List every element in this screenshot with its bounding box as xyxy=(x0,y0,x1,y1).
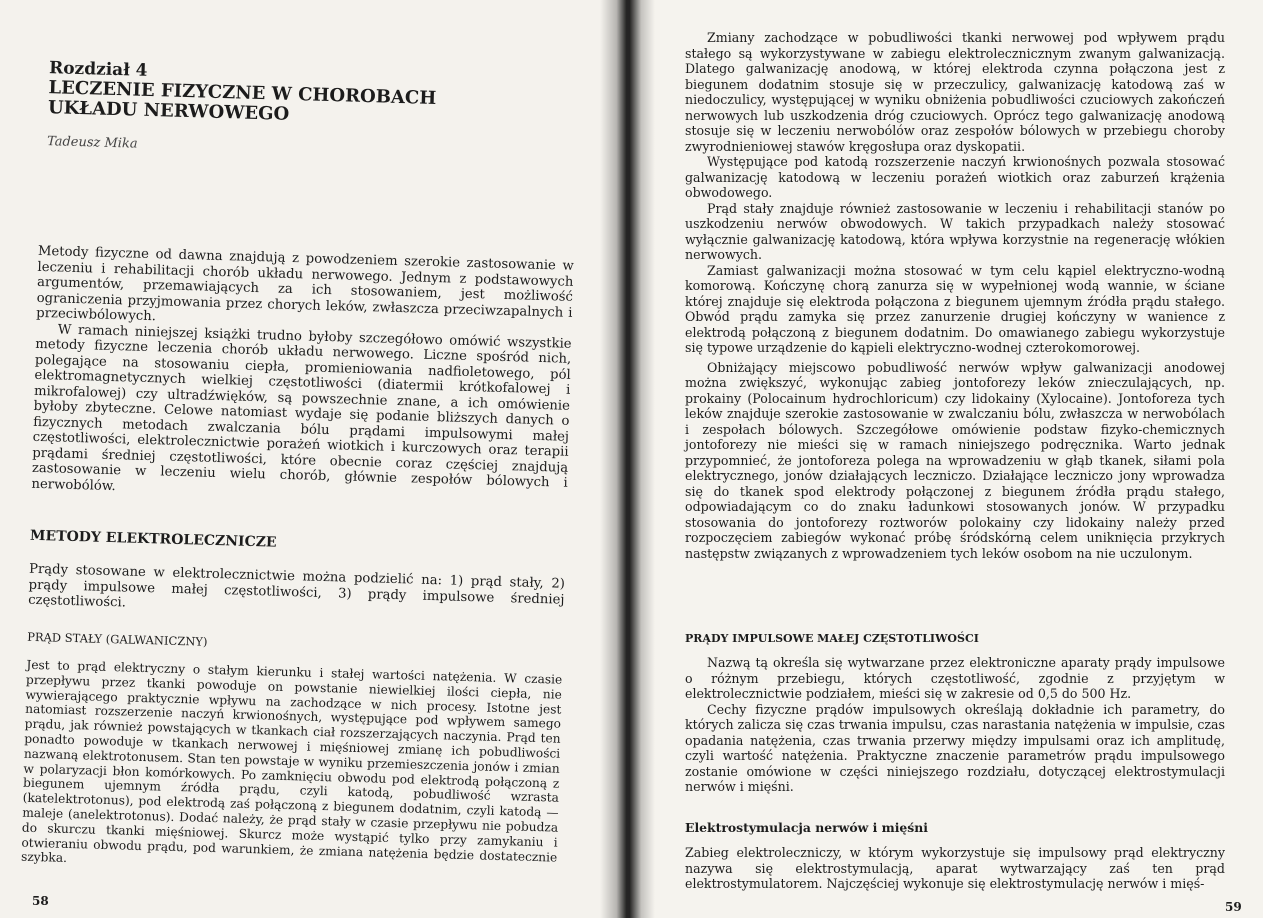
left-page-content xyxy=(20,0,585,866)
paragraph: Występujące pod katodą rozszerzenie naczyń krwionośnych pozwala stosować galwanizację katodową w leczeniu porażeń wiotkich oraz zaburzeń krążenia obwodowego. xyxy=(685,154,1225,200)
book-spine-shadow xyxy=(600,0,655,918)
paragraph: Zamiast galwanizacji można stosować w tym celu kąpiel elektryczno-wodną komorową. Kończynę chorą zanurza się w wypełnionej wodą wannie, w ściane której znajduje się elektroda połączona z biegunem ujemnym źródła prądu stałego. Obwód prądu zamyka się przez zanurzenie drugiej kończyny w wanience z elektrodą połączoną z biegunem dodatnim. Do omawianego zabiegu wykorzystuje się typowe urządzenie do kąpieli elektryczno-wodnej czterokomorowej. xyxy=(685,262,1225,355)
impulse-text xyxy=(685,655,1225,795)
author: Tadeusz Mika xyxy=(46,134,138,152)
page-number: 59 xyxy=(1225,900,1242,914)
paragraph: Obniżający miejscowo pobudliwość nerwów wpływ galwanizacji anodowej można zwiększyć, wykonując zabieg jontoforezy leków znieczulających, np. prokainy (Polocainum hydrochloricum) czy lidokainy (Xylocaine). Jontoforeza tych leków znajduje szerokie zastosowanie w zwalczaniu bólu, zwłaszcza w nerwobólach i zespołach bólowych. Szczegółowe omówienie podstaw fizyko-chemicznych jontoforezy nie mieści się w ramach niniejszego podręcznika. Warto jednak przypomnieć, że jontoforeza polega na wprowadzeniu w głąb tkanek, siłami pola elektrycznego, jonów działających leczniczo. Działające leczniczo jony wprowadza się do tkanek spod elektrody połączonej z biegunem źródła prądu stałego, odpowiadającym co do znaku ładunkowi stosowanych jonów. W przypadku stosowania do jontoforezy roztworów polokainy czy lidokainy należy przed rozpoczęciem zabiegów wykonać próbę śródskórną celem uniknięcia przykrych następstw związanych z wprowadzeniem tych leków osobom na nie uczulonym. xyxy=(685,359,1225,561)
last-paragraph: Zabieg elektroleczniczy, w którym wykorzystuje się impulsowy prąd elektryczny nazywa się elektrostymulacją, aparat wytwarzający zaś ten prąd elektrostymulatorem. Najczęściej wykonuje się elektrostymulację nerwów i mięś- xyxy=(685,845,1225,891)
subsection-paragraph: Jest to prąd elektryczny o stałym kierunku i stałej wartości natężenia. W czasie przepływu przez tkanki powoduje on powstanie niewielkiej ilości ciepła, nie wywierającego praktycznie wpływu na zachodzące w nich procesy. Istotne jest natomiast rozszerzenie naczyń krwionośnych, występujące pod wpływem samego prądu, jak również powstających w tkankach ciał rozszerzających naczynia. Prąd ten ponadto powoduje w tkankach nerwowej i mięśniowej zmianę ich pobudliwości nazwaną elektrotonusem. Stan ten powstaje w wyniku przemieszczenia jonów i zmian w polaryzacji błon komórkowych. Po zamknięciu obwodu pod elektrodą połączoną z biegunem ujemnym źródła prądu, czyli katodą, pobudliwość wzrasta (katelektrotonus), pod elektrodą zaś połączoną z biegunem dodatnim, czyli katodą — maleje (anelektrotonus). Dodać należy, że prąd stały w czasie przepływu nie pobudza do skurczu tkanki mięśniowej. Skurcz może wystąpić tylko przy zamykaniu i otwieraniu obwodu prądu, pod warunkiem, że zmiana natężenia będzie dostatecznie szybka. xyxy=(20,657,563,866)
left-page xyxy=(0,0,625,918)
subsection-heading: PRĄDY IMPULSOWE MAŁEJ CZĘSTOTLIWOŚCI xyxy=(685,632,979,645)
paragraph: Zmiany zachodzące w pobudliwości tkanki nerwowej pod wpływem prądu stałego są wykorzystywane w zabiegu elektrolecznicznym zwanym galwanizacją. Dlatego galwanizację anodową, w której elektroda czynna połączona jest z biegunem dodatnim stosuje się w przeczulicy, galwanizację katodową zaś w niedoczulicy, występującej w wyniku obniżenia pobudliwości czuciowych zakończeń nerwowych lub uszkodzenia dróg czuciowych. Oprócz tego galwanizację anodową stosuje się w leczeniu nerwobólów oraz zespołów bólowych w przebiegu choroby zwyrodnieniowej stawów kręgosłupa oraz dyskopatii. xyxy=(685,30,1225,154)
page-number: 58 xyxy=(32,894,49,908)
minor-heading: Elektrostymulacja nerwów i mięśni xyxy=(685,820,929,835)
intro-text xyxy=(31,244,574,507)
subsection-heading: PRĄD STAŁY (GALWANICZNY) xyxy=(27,629,208,649)
section-heading: METODY ELEKTROLECZNICZE xyxy=(29,527,277,551)
intro-paragraph: Metody fizyczne od dawna znajdują z powodzeniem szerokie zastosowanie w leczeniu i rehabilitacji chorób układu nerwowego. Jednym z podstawowych argumentów, przemawiających za ich stosowaniem, jest możliwość ograniczenia przyjmowania przez chorych leków, zwłaszcza przeciwzapalnych i przeciwbólowych. xyxy=(36,243,574,325)
paragraph: Prąd stały znajduje również zastosowanie w leczeniu i rehabilitacji stanów po uszkodzeniu nerwów obwodowych. W takich przypadkach należy stosować wyłącznie galwanizację katodową, która wpływa korzystnie na regenerację włókien nerwowych. xyxy=(685,200,1225,262)
chapter-label: Rozdział 4 xyxy=(48,58,148,81)
paragraph: Nazwą tą określa się wytwarzane przez elektroniczne aparaty prądy impulsowe o różnym przebiegu, których częstotliwość, zgodnie z przyjętym w elektrolecznictwie podziałem, mieści się w zakresie od 0,5 do 500 Hz. xyxy=(685,655,1225,701)
section-paragraph: Prądy stosowane w elektrolecznictwie można podzielić na: 1) prąd stały, 2) prądy impulsowe małej częstotliwości, 3) prądy impulsowe średniej częstotliwości. xyxy=(28,561,566,611)
right-page xyxy=(625,0,1263,918)
paragraph: Cechy fizyczne prądów impulsowych określają dokładnie ich parametry, do których zalicza się czas trwania impulsu, czas narastania natężenia w impulsie, czas opadania natężenia, czas trwania przerwy między impulsami oraz ich amplitudę, czyli wartość natężenia. Praktyczne znaczenie parametrów prądu impulsowego zostanie omówione w części niniejszego rozdziału, dotyczącej elektrostymulacji nerwów i mięśni. xyxy=(685,701,1225,794)
chapter-title: LECZENIE FIZYCZNE W CHOROBACH UKŁADU NERWOWEGO xyxy=(47,77,437,125)
intro-paragraph: W ramach niniejszej książki trudno byłoby szczegółowo omówić wszystkie metody fizyczne leczenia chorób układu nerwowego. Liczne spośród nich, polegające na stosowaniu ciepła, promieniowania nadfioletowego, pól elektromagnetycznych wielkiej częstotliwości (diatermii krótkofalowej i mikrofalowej) czy ultradźwięków, są powszechnie znane, a ich omówienie byłoby zbyteczne. Celowe natomiast wydaje się podanie bliższych danych o fizycznych metodach zwalczania bólu prądami impulsowymi małej częstotliwości, elektrolecznictwie porażeń wiotkich i kurczowych oraz terapii prądami średniej częstotliwości, które obecnie coraz częściej znajdują zastosowanie w leczeniu wielu chorób, głównie zespołów bólowych i nerwobólów. xyxy=(31,321,572,494)
right-page-content xyxy=(685,30,1225,561)
